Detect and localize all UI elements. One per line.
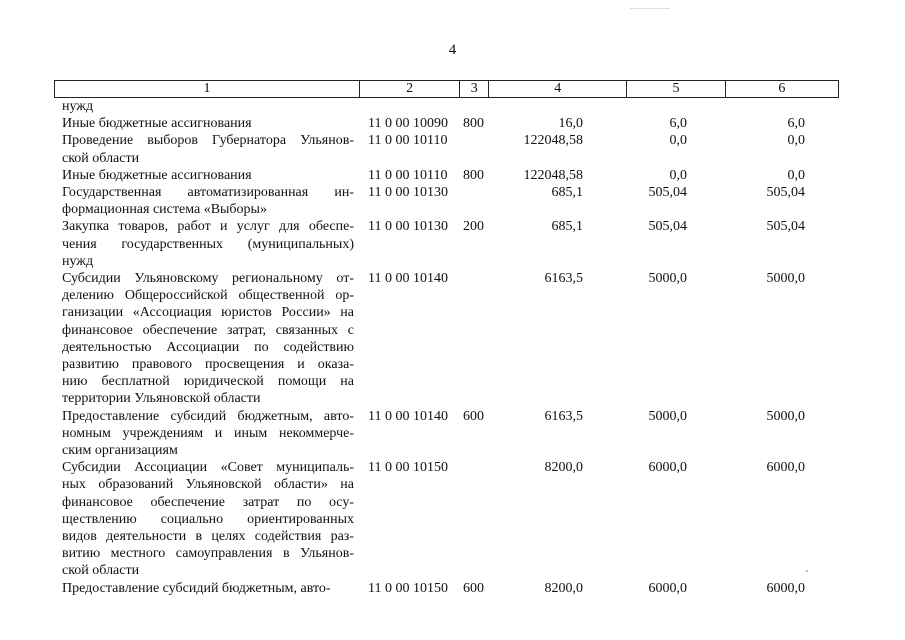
- row-value-col4: 6163,5: [544, 271, 583, 286]
- row-description: [62, 218, 354, 270]
- description-line: нужд: [62, 253, 94, 269]
- description-line: ществлению социально ориентированных: [62, 511, 354, 527]
- col-header-2: 2: [359, 81, 459, 98]
- row-expense-type: 600: [463, 408, 484, 424]
- row-code: 11 0 00 10110: [368, 133, 448, 149]
- row-value-col5: 5000,0: [648, 408, 687, 424]
- row-value-col5: 505,04: [648, 185, 687, 200]
- row-expense-type: 200: [463, 219, 484, 235]
- col-header-4: 4: [489, 81, 627, 98]
- description-line: Субсидии Ассоциации «Совет муниципаль-: [62, 460, 354, 476]
- col-header-1: 1: [55, 81, 360, 98]
- row-value-col4: 6163,5: [544, 408, 583, 424]
- description-line: витию местного самоуправления в Ульянов-: [62, 546, 354, 562]
- description-line: ским организациям: [62, 443, 178, 458]
- page-number: 4: [448, 42, 457, 58]
- column-header-row: [54, 80, 839, 98]
- row-value-col4: 8200,0: [544, 460, 583, 476]
- row-code: 11 0 00 10150: [368, 580, 448, 596]
- row-code: 11 0 00 10150: [368, 460, 448, 476]
- description-line: формационная система «Выборы»: [62, 202, 267, 218]
- description-line: Закупка товаров, работ и услуг для обеспе-: [62, 219, 354, 235]
- description-line: Предоставление субсидий бюджетным, авто-: [62, 408, 354, 424]
- description-line: ской области: [62, 150, 140, 166]
- row-value-col6: 0,0: [787, 167, 805, 183]
- col-header-6: 6: [725, 81, 838, 98]
- description-line: Государственная автоматизированная ин-: [62, 185, 354, 200]
- row-value-col6: 505,04: [766, 219, 805, 235]
- row-value-col6: 5000,0: [766, 408, 805, 424]
- description-line: финансовое обеспечение затрат, связанных с: [62, 322, 354, 338]
- row-description: [62, 408, 354, 460]
- description-line: чения государственных (муниципальных): [62, 236, 354, 252]
- description-line: ской области: [62, 563, 140, 579]
- description-line: делению Общероссийской общественной ор-: [62, 288, 354, 304]
- row-description: [62, 270, 354, 408]
- description-line: Иные бюджетные ассигнования: [62, 167, 252, 183]
- row-value-col6: 5000,0: [766, 271, 805, 286]
- description-line: Субсидии Ульяновскому региональному от-: [62, 271, 354, 286]
- scan-speck: [630, 8, 670, 9]
- scan-speck: [806, 570, 808, 572]
- row-description: [62, 167, 354, 184]
- row-value-col5: 6,0: [669, 116, 687, 132]
- row-code: 11 0 00 10140: [368, 408, 448, 424]
- row-description: [62, 132, 354, 166]
- row-value-col5: 6000,0: [648, 460, 687, 476]
- description-line: видов деятельности в целях содействия раз-: [62, 529, 354, 544]
- row-code: 11 0 00 10140: [368, 271, 448, 286]
- row-value-col5: 0,0: [669, 167, 687, 183]
- row-value-col5: 505,04: [648, 219, 687, 235]
- row-value-col5: 6000,0: [648, 580, 687, 596]
- row-description: [62, 98, 354, 115]
- description-line: ганизации «Ассоциация юристов России» на: [62, 305, 354, 321]
- row-value-col4: 685,1: [551, 185, 583, 200]
- description-line: территории Ульяновской области: [62, 391, 261, 407]
- description-line: нию бесплатной юридической помощи на: [62, 374, 354, 390]
- row-description: [62, 580, 354, 597]
- description-line: деятельностью Ассоциации по содействию: [62, 339, 354, 355]
- row-value-col5: 5000,0: [648, 271, 687, 286]
- row-code: 11 0 00 10130: [368, 185, 448, 200]
- row-description: [62, 184, 354, 218]
- row-value-col6: 0,0: [787, 133, 805, 149]
- description-line: ных образований Ульяновской области» на: [62, 477, 354, 493]
- row-value-col6: 6,0: [787, 116, 805, 132]
- row-expense-type: 800: [463, 116, 484, 132]
- col-header-5: 5: [627, 81, 725, 98]
- description-line: Иные бюджетные ассигнования: [62, 116, 252, 132]
- row-value-col4: 685,1: [551, 219, 583, 235]
- row-value-col4: 122048,58: [523, 167, 583, 183]
- description-line: Проведение выборов Губернатора Ульянов-: [62, 133, 354, 149]
- row-value-col4: 8200,0: [544, 580, 583, 596]
- row-value-col6: 505,04: [766, 185, 805, 200]
- col-header-3: 3: [460, 81, 489, 98]
- row-value-col4: 122048,58: [523, 133, 583, 149]
- row-code: 11 0 00 10110: [368, 167, 448, 183]
- row-value-col4: 16,0: [558, 116, 583, 132]
- row-value-col6: 6000,0: [766, 580, 805, 596]
- row-description: [62, 459, 354, 579]
- description-line: развитию правового просвещения и оказа-: [62, 357, 354, 373]
- row-expense-type: 600: [463, 580, 484, 596]
- description-line: Предоставление субсидий бюджетным, авто-: [62, 580, 331, 596]
- description-line: финансовое обеспечение затрат по осу-: [62, 494, 354, 510]
- row-code: 11 0 00 10130: [368, 219, 448, 235]
- row-code: 11 0 00 10090: [368, 116, 448, 132]
- description-line: номным учреждениям и иным некоммерче-: [62, 425, 354, 441]
- row-expense-type: 800: [463, 167, 484, 183]
- row-value-col6: 6000,0: [766, 460, 805, 476]
- row-value-col5: 0,0: [669, 133, 687, 149]
- description-line: нужд: [62, 99, 94, 114]
- row-description: [62, 115, 354, 132]
